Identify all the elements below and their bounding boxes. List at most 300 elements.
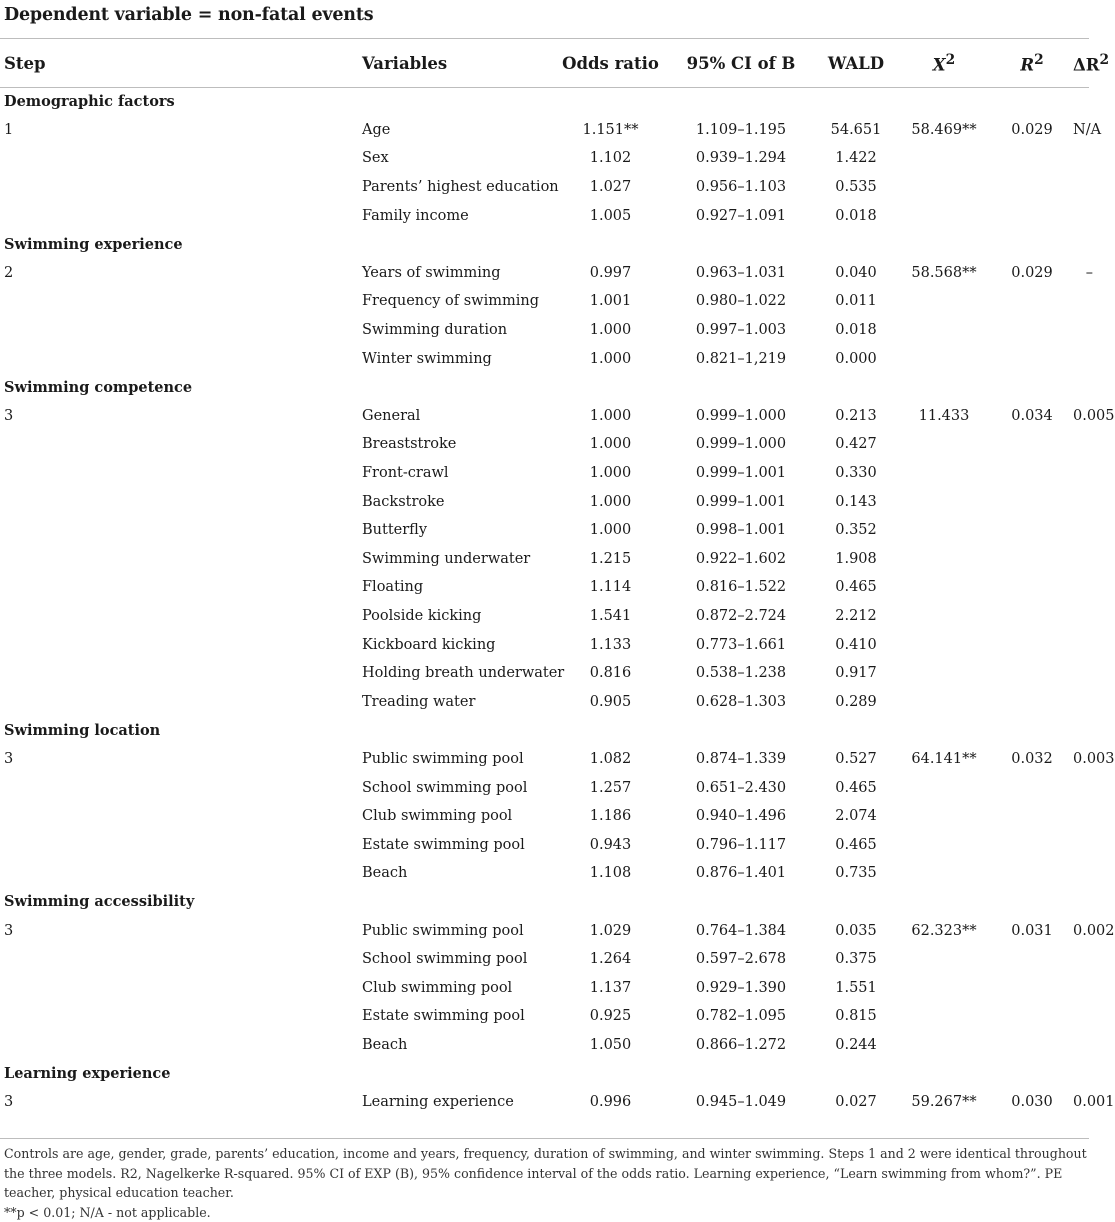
step-cell <box>0 459 362 488</box>
delta-r-squared-cell <box>1073 602 1101 631</box>
variable-cell: Treading water <box>362 687 554 716</box>
odds-ratio-cell: 1.029 <box>554 916 667 945</box>
variable-cell: Sex <box>362 144 554 173</box>
chi-square-cell <box>897 773 991 802</box>
table-row <box>0 144 1101 173</box>
header-variables: Variables <box>362 39 554 87</box>
bottom-rule <box>0 1138 1089 1139</box>
group-header-row <box>0 1059 1101 1088</box>
r-squared-cell <box>991 459 1073 488</box>
odds-ratio-cell: 1.050 <box>554 1031 667 1060</box>
wald-cell: 0.465 <box>815 830 897 859</box>
step-cell <box>0 1002 362 1031</box>
chi-square-cell: 58.469** <box>897 116 991 145</box>
group-label: Learning experience <box>0 1059 1101 1088</box>
group-label: Swimming competence <box>0 373 1101 402</box>
odds-ratio-cell: 1.151** <box>554 116 667 145</box>
step-cell <box>0 430 362 459</box>
r-squared-cell <box>991 344 1073 373</box>
variable-cell: Winter swimming <box>362 344 554 373</box>
chi-square-cell <box>897 573 991 602</box>
variable-cell: Club swimming pool <box>362 802 554 831</box>
delta-r-squared-cell <box>1073 630 1101 659</box>
chi-square-cell <box>897 687 991 716</box>
odds-ratio-cell: 1.027 <box>554 173 667 202</box>
wald-cell: 0.018 <box>815 316 897 345</box>
wald-cell: 0.375 <box>815 945 897 974</box>
header-r-squared-sup: 2 <box>1034 52 1044 68</box>
wald-cell: 1.551 <box>815 973 897 1002</box>
ci-cell: 1.109–1.195 <box>667 116 815 145</box>
wald-cell: 0.410 <box>815 630 897 659</box>
ci-cell: 0.999–1.000 <box>667 430 815 459</box>
ci-cell: 0.939–1.294 <box>667 144 815 173</box>
step-cell <box>0 630 362 659</box>
wald-cell: 0.427 <box>815 430 897 459</box>
wald-cell: 0.352 <box>815 516 897 545</box>
ci-cell: 0.782–1.095 <box>667 1002 815 1031</box>
r-squared-cell <box>991 773 1073 802</box>
wald-cell: 2.074 <box>815 802 897 831</box>
header-row <box>0 39 1101 87</box>
r-squared-cell <box>991 859 1073 888</box>
step-cell: 3 <box>0 402 362 431</box>
table-row <box>0 1002 1101 1031</box>
table-row <box>0 430 1101 459</box>
r-squared-cell <box>991 973 1073 1002</box>
chi-square-cell: 59.267** <box>897 1088 991 1117</box>
odds-ratio-cell: 1.001 <box>554 287 667 316</box>
variable-cell: Frequency of swimming <box>362 287 554 316</box>
r-squared-cell <box>991 487 1073 516</box>
group-header-row <box>0 230 1101 259</box>
step-cell: 1 <box>0 116 362 145</box>
step-cell <box>0 687 362 716</box>
table-row <box>0 659 1101 688</box>
delta-r-squared-cell <box>1073 773 1101 802</box>
variable-cell: Club swimming pool <box>362 973 554 1002</box>
step-cell <box>0 287 362 316</box>
table-row <box>0 259 1101 288</box>
wald-cell: 54.651 <box>815 116 897 145</box>
step-cell: 3 <box>0 916 362 945</box>
ci-cell: 0.997–1.003 <box>667 316 815 345</box>
wald-cell: 0.040 <box>815 259 897 288</box>
table-title: Dependent variable = non-fatal events <box>4 0 373 36</box>
step-cell <box>0 173 362 202</box>
step-cell <box>0 973 362 1002</box>
delta-r-squared-cell <box>1073 430 1101 459</box>
r-squared-cell <box>991 1002 1073 1031</box>
step-cell <box>0 573 362 602</box>
variable-cell: Poolside kicking <box>362 602 554 631</box>
delta-r-squared-cell <box>1073 859 1101 888</box>
wald-cell: 0.143 <box>815 487 897 516</box>
r-squared-cell <box>991 545 1073 574</box>
r-squared-cell: 0.029 <box>991 259 1073 288</box>
table-row <box>0 287 1101 316</box>
table-row <box>0 402 1101 431</box>
step-cell <box>0 144 362 173</box>
chi-square-cell <box>897 659 991 688</box>
variable-cell: Backstroke <box>362 487 554 516</box>
delta-r-squared-cell <box>1073 802 1101 831</box>
table-row <box>0 573 1101 602</box>
chi-square-cell <box>897 316 991 345</box>
r-squared-cell <box>991 201 1073 230</box>
r-squared-cell <box>991 316 1073 345</box>
chi-square-cell: 58.568** <box>897 259 991 288</box>
ci-cell: 0.866–1.272 <box>667 1031 815 1060</box>
step-cell <box>0 487 362 516</box>
chi-square-cell <box>897 545 991 574</box>
delta-r-squared-cell <box>1073 545 1101 574</box>
delta-r-squared-cell <box>1073 316 1101 345</box>
header-delta-r-squared-symbol: ΔR <box>1073 55 1100 74</box>
wald-cell: 0.213 <box>815 402 897 431</box>
delta-r-squared-cell <box>1073 344 1101 373</box>
delta-r-squared-cell <box>1073 459 1101 488</box>
table-row <box>0 916 1101 945</box>
delta-r-squared-cell <box>1073 687 1101 716</box>
variable-cell: Public swimming pool <box>362 916 554 945</box>
odds-ratio-cell: 0.925 <box>554 1002 667 1031</box>
table-row <box>0 201 1101 230</box>
step-cell <box>0 316 362 345</box>
table-row <box>0 459 1101 488</box>
wald-cell: 0.815 <box>815 1002 897 1031</box>
regression-table <box>0 39 1101 1116</box>
step-cell <box>0 545 362 574</box>
chi-square-cell <box>897 487 991 516</box>
ci-cell: 0.628–1.303 <box>667 687 815 716</box>
variable-cell: School swimming pool <box>362 945 554 974</box>
step-cell: 3 <box>0 745 362 774</box>
table-row <box>0 116 1101 145</box>
odds-ratio-cell: 1.005 <box>554 201 667 230</box>
step-cell <box>0 659 362 688</box>
delta-r-squared-cell <box>1073 659 1101 688</box>
chi-square-cell <box>897 144 991 173</box>
wald-cell: 0.289 <box>815 687 897 716</box>
variable-cell: Breaststroke <box>362 430 554 459</box>
r-squared-cell <box>991 630 1073 659</box>
variable-cell: Butterfly <box>362 516 554 545</box>
chi-square-cell <box>897 344 991 373</box>
step-cell <box>0 602 362 631</box>
table-row <box>0 516 1101 545</box>
chi-square-cell <box>897 973 991 1002</box>
r-squared-cell <box>991 144 1073 173</box>
chi-square-cell <box>897 859 991 888</box>
r-squared-cell <box>991 173 1073 202</box>
ci-cell: 0.821–1,219 <box>667 344 815 373</box>
table-row <box>0 802 1101 831</box>
group-label: Swimming location <box>0 716 1101 745</box>
step-cell: 2 <box>0 259 362 288</box>
odds-ratio-cell: 1.000 <box>554 316 667 345</box>
r-squared-cell <box>991 602 1073 631</box>
wald-cell: 0.735 <box>815 859 897 888</box>
variable-cell: Public swimming pool <box>362 745 554 774</box>
table-body <box>0 87 1101 1116</box>
group-label: Swimming experience <box>0 230 1101 259</box>
delta-r-squared-cell <box>1073 201 1101 230</box>
delta-r-squared-cell <box>1073 573 1101 602</box>
table-row <box>0 830 1101 859</box>
variable-cell: Floating <box>362 573 554 602</box>
odds-ratio-cell: 1.264 <box>554 945 667 974</box>
delta-r-squared-cell: 0.001 <box>1073 1088 1101 1117</box>
delta-r-squared-cell: N/A <box>1073 116 1101 145</box>
ci-cell: 0.597–2.678 <box>667 945 815 974</box>
table-row <box>0 173 1101 202</box>
r-squared-cell <box>991 287 1073 316</box>
chi-square-cell <box>897 602 991 631</box>
header-chi-square-sup: 2 <box>946 52 956 68</box>
delta-r-squared-cell <box>1073 830 1101 859</box>
variable-cell: Swimming underwater <box>362 545 554 574</box>
wald-cell: 0.917 <box>815 659 897 688</box>
chi-square-cell <box>897 945 991 974</box>
variable-cell: Swimming duration <box>362 316 554 345</box>
ci-cell: 0.956–1.103 <box>667 173 815 202</box>
delta-r-squared-cell <box>1073 516 1101 545</box>
wald-cell: 0.527 <box>815 745 897 774</box>
variable-cell: Beach <box>362 859 554 888</box>
ci-cell: 0.940–1.496 <box>667 802 815 831</box>
delta-r-squared-cell <box>1073 973 1101 1002</box>
header-delta-r-squared <box>1073 39 1101 87</box>
odds-ratio-cell: 1.082 <box>554 745 667 774</box>
r-squared-cell <box>991 1031 1073 1060</box>
odds-ratio-cell: 1.114 <box>554 573 667 602</box>
delta-r-squared-cell <box>1073 1002 1101 1031</box>
odds-ratio-cell: 0.905 <box>554 687 667 716</box>
chi-square-cell <box>897 459 991 488</box>
ci-cell: 0.872–2.724 <box>667 602 815 631</box>
ci-cell: 0.929–1.390 <box>667 973 815 1002</box>
r-squared-cell <box>991 802 1073 831</box>
table-row <box>0 687 1101 716</box>
chi-square-cell: 11.433 <box>897 402 991 431</box>
odds-ratio-cell: 0.997 <box>554 259 667 288</box>
r-squared-cell: 0.031 <box>991 916 1073 945</box>
r-squared-cell: 0.032 <box>991 745 1073 774</box>
odds-ratio-cell: 1.000 <box>554 402 667 431</box>
table-row <box>0 1088 1101 1117</box>
r-squared-cell <box>991 659 1073 688</box>
step-cell <box>0 945 362 974</box>
chi-square-cell <box>897 1031 991 1060</box>
odds-ratio-cell: 1.000 <box>554 516 667 545</box>
chi-square-cell <box>897 802 991 831</box>
delta-r-squared-cell: 0.002 <box>1073 916 1101 945</box>
ci-cell: 0.963–1.031 <box>667 259 815 288</box>
header-delta-r-squared-sup: 2 <box>1100 52 1110 68</box>
ci-cell: 0.999–1.000 <box>667 402 815 431</box>
variable-cell: Estate swimming pool <box>362 1002 554 1031</box>
odds-ratio-cell: 1.000 <box>554 344 667 373</box>
wald-cell: 0.535 <box>815 173 897 202</box>
step-cell <box>0 830 362 859</box>
chi-square-cell: 64.141** <box>897 745 991 774</box>
odds-ratio-cell: 0.943 <box>554 830 667 859</box>
table-row <box>0 630 1101 659</box>
r-squared-cell <box>991 830 1073 859</box>
chi-square-cell <box>897 201 991 230</box>
wald-cell: 0.465 <box>815 773 897 802</box>
odds-ratio-cell: 1.108 <box>554 859 667 888</box>
delta-r-squared-cell <box>1073 1031 1101 1060</box>
group-header-row <box>0 373 1101 402</box>
r-squared-cell: 0.034 <box>991 402 1073 431</box>
ci-cell: 0.816–1.522 <box>667 573 815 602</box>
chi-square-cell <box>897 430 991 459</box>
step-cell <box>0 344 362 373</box>
r-squared-cell <box>991 687 1073 716</box>
table-row <box>0 973 1101 1002</box>
odds-ratio-cell: 1.186 <box>554 802 667 831</box>
r-squared-cell <box>991 945 1073 974</box>
ci-cell: 0.999–1.001 <box>667 459 815 488</box>
delta-r-squared-cell <box>1073 287 1101 316</box>
wald-cell: 0.465 <box>815 573 897 602</box>
chi-square-cell <box>897 830 991 859</box>
variable-cell: General <box>362 402 554 431</box>
variable-cell: Kickboard kicking <box>362 630 554 659</box>
chi-square-cell <box>897 173 991 202</box>
r-squared-cell <box>991 516 1073 545</box>
ci-cell: 0.651–2.430 <box>667 773 815 802</box>
variable-cell: Parents’ highest education <box>362 173 554 202</box>
odds-ratio-cell: 1.102 <box>554 144 667 173</box>
step-cell <box>0 773 362 802</box>
table-row <box>0 945 1101 974</box>
r-squared-cell: 0.030 <box>991 1088 1073 1117</box>
variable-cell: Family income <box>362 201 554 230</box>
table-row <box>0 1031 1101 1060</box>
delta-r-squared-cell <box>1073 945 1101 974</box>
wald-cell: 1.908 <box>815 545 897 574</box>
step-cell: 3 <box>0 1088 362 1117</box>
table-row <box>0 745 1101 774</box>
wald-cell: 0.000 <box>815 344 897 373</box>
wald-cell: 0.027 <box>815 1088 897 1117</box>
group-header-row <box>0 716 1101 745</box>
wald-cell: 0.244 <box>815 1031 897 1060</box>
table-footnotes <box>4 1144 1087 1222</box>
chi-square-cell: 62.323** <box>897 916 991 945</box>
odds-ratio-cell: 0.816 <box>554 659 667 688</box>
table-row <box>0 773 1101 802</box>
wald-cell: 0.035 <box>815 916 897 945</box>
ci-cell: 0.999–1.001 <box>667 487 815 516</box>
ci-cell: 0.927–1.091 <box>667 201 815 230</box>
ci-cell: 0.796–1.117 <box>667 830 815 859</box>
footnote-controls: Controls are age, gender, grade, parents’ education, income and years, frequency, duration of swimming, and winter swimming. Steps 1 and 2 were identical throughout the three models. R2, Nagelkerke R-squared. 95% CI of EXP (B), 95% confidence interval of the odds ratio. Learning experience, “Learn swimming from whom?”. PE teacher, physical education teacher. <box>4 1144 1087 1203</box>
odds-ratio-cell: 1.541 <box>554 602 667 631</box>
header-wald: WALD <box>815 39 897 87</box>
variable-cell: Age <box>362 116 554 145</box>
header-r-squared-symbol: R <box>1020 55 1034 74</box>
variable-cell: Beach <box>362 1031 554 1060</box>
step-cell <box>0 859 362 888</box>
wald-cell: 0.011 <box>815 287 897 316</box>
ci-cell: 0.922–1.602 <box>667 545 815 574</box>
chi-square-cell <box>897 516 991 545</box>
group-label: Demographic factors <box>0 87 1101 116</box>
group-header-row <box>0 888 1101 917</box>
delta-r-squared-cell <box>1073 144 1101 173</box>
r-squared-cell <box>991 430 1073 459</box>
table-row <box>0 487 1101 516</box>
step-cell <box>0 201 362 230</box>
variable-cell: Years of swimming <box>362 259 554 288</box>
chi-square-cell <box>897 1002 991 1031</box>
table-row <box>0 859 1101 888</box>
chi-square-cell <box>897 287 991 316</box>
r-squared-cell <box>991 573 1073 602</box>
variable-cell: Estate swimming pool <box>362 830 554 859</box>
ci-cell: 0.980–1.022 <box>667 287 815 316</box>
odds-ratio-cell: 1.133 <box>554 630 667 659</box>
step-cell <box>0 1031 362 1060</box>
footnote-significance: **p < 0.01; N/A - not applicable. <box>4 1203 1087 1222</box>
odds-ratio-cell: 1.215 <box>554 545 667 574</box>
header-chi-square-symbol: X <box>933 55 946 74</box>
ci-cell: 0.998–1.001 <box>667 516 815 545</box>
ci-cell: 0.945–1.049 <box>667 1088 815 1117</box>
header-odds-ratio: Odds ratio <box>554 39 667 87</box>
ci-cell: 0.764–1.384 <box>667 916 815 945</box>
ci-cell: 0.876–1.401 <box>667 859 815 888</box>
delta-r-squared-cell: 0.003 <box>1073 745 1101 774</box>
table-row <box>0 602 1101 631</box>
r-squared-cell: 0.029 <box>991 116 1073 145</box>
wald-cell: 0.018 <box>815 201 897 230</box>
odds-ratio-cell: 1.000 <box>554 487 667 516</box>
ci-cell: 0.874–1.339 <box>667 745 815 774</box>
variable-cell: School swimming pool <box>362 773 554 802</box>
ci-cell: 0.773–1.661 <box>667 630 815 659</box>
header-r-squared <box>991 39 1073 87</box>
table-row <box>0 344 1101 373</box>
header-step: Step <box>0 39 362 87</box>
delta-r-squared-cell <box>1073 487 1101 516</box>
chi-square-cell <box>897 630 991 659</box>
header-chi-square <box>897 39 991 87</box>
table-row <box>0 316 1101 345</box>
odds-ratio-cell: 1.257 <box>554 773 667 802</box>
step-cell <box>0 516 362 545</box>
delta-r-squared-cell: 0.005 <box>1073 402 1101 431</box>
delta-r-squared-cell: – <box>1073 259 1101 288</box>
variable-cell: Holding breath underwater <box>362 659 554 688</box>
odds-ratio-cell: 1.000 <box>554 430 667 459</box>
header-ci: 95% CI of B <box>667 39 815 87</box>
odds-ratio-cell: 1.000 <box>554 459 667 488</box>
group-label: Swimming accessibility <box>0 888 1101 917</box>
wald-cell: 0.330 <box>815 459 897 488</box>
delta-r-squared-cell <box>1073 173 1101 202</box>
odds-ratio-cell: 1.137 <box>554 973 667 1002</box>
variable-cell: Front-crawl <box>362 459 554 488</box>
variable-cell: Learning experience <box>362 1088 554 1117</box>
step-cell <box>0 802 362 831</box>
table-row <box>0 545 1101 574</box>
wald-cell: 1.422 <box>815 144 897 173</box>
